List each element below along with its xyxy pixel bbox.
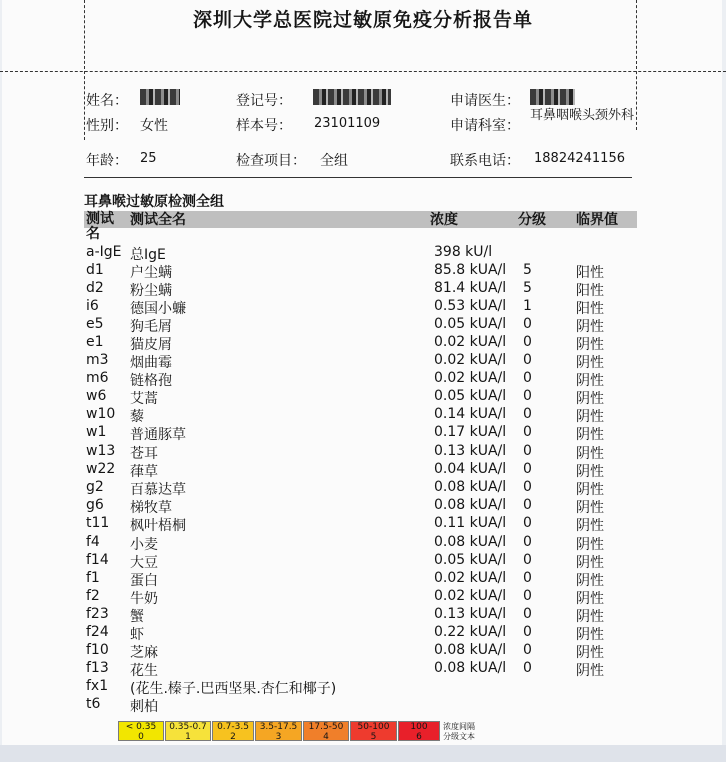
- row-result: 阴性: [576, 373, 604, 389]
- table-row: [0, 534, 726, 552]
- legend-grade: 3: [275, 732, 282, 742]
- table-row: [0, 334, 726, 352]
- row-result: 阴性: [576, 627, 604, 643]
- row-concentration: 0.08 kUA/l: [434, 534, 507, 550]
- row-concentration: 0.05 kUA/l: [434, 388, 507, 404]
- legend-box: [303, 721, 349, 741]
- row-result: 阴性: [576, 591, 604, 607]
- sample-number: 23101109: [314, 116, 381, 131]
- legend-label-range: 浓度间隔: [443, 722, 475, 731]
- legend-range: 3.5-17.5: [259, 722, 298, 732]
- row-concentration: 85.8 kUA/l: [434, 262, 507, 278]
- row-name: 牛奶: [130, 591, 158, 607]
- row-name: 烟曲霉: [130, 355, 172, 371]
- row-code: fx1: [86, 678, 109, 694]
- legend-box: [212, 721, 254, 741]
- row-result: 阳性: [576, 265, 604, 281]
- row-concentration: 398 kU/l: [434, 244, 493, 260]
- row-grade: 0: [523, 534, 532, 550]
- report-title: 深圳大学总医院过敏原免疫分析报告单: [192, 9, 533, 31]
- row-result: 阴性: [576, 427, 604, 443]
- row-concentration: 0.13 kUA/l: [434, 443, 507, 459]
- doctor-label: 申请医生：: [450, 93, 520, 109]
- row-name: 芝麻: [130, 645, 158, 661]
- table-row: [0, 388, 726, 406]
- exam-item-value: 全组: [320, 153, 348, 169]
- legend-grade: 4: [323, 732, 329, 742]
- row-grade: 0: [523, 352, 532, 368]
- row-result: 阳性: [576, 283, 604, 299]
- row-grade: 0: [523, 334, 532, 350]
- legend-range: 50-100: [357, 722, 390, 732]
- row-result: 阴性: [576, 319, 604, 335]
- department-label: 申请科室：: [450, 118, 520, 134]
- legend-box: [398, 721, 440, 741]
- row-concentration: 0.04 kUA/l: [434, 461, 507, 477]
- row-concentration: 0.02 kUA/l: [434, 570, 507, 586]
- table-row: [0, 642, 726, 660]
- row-name: 艾蒿: [130, 391, 158, 407]
- legend-range: 17.5-50: [308, 722, 344, 732]
- row-code: f1: [86, 570, 100, 586]
- row-name: 百慕达草: [130, 482, 186, 498]
- table-row: [0, 678, 726, 696]
- row-name: 粉尘螨: [130, 283, 172, 299]
- legend-range: 0.35-0.7: [169, 722, 207, 732]
- table-row: [0, 660, 726, 678]
- row-name: 户尘螨: [130, 265, 172, 281]
- dashed-left-border: [84, 0, 85, 140]
- row-grade: 0: [523, 370, 532, 386]
- row-grade: 0: [523, 497, 532, 513]
- legend-label-grade: 分级文本: [443, 732, 475, 741]
- table-row: [0, 406, 726, 424]
- row-concentration: 0.08 kUA/l: [434, 660, 507, 676]
- row-result: 阴性: [576, 573, 604, 589]
- table-row: [0, 552, 726, 570]
- row-grade: 0: [523, 660, 532, 676]
- row-name: 狗毛屑: [130, 319, 172, 335]
- row-grade: 0: [523, 443, 532, 459]
- row-name: 小麦: [130, 537, 158, 553]
- row-name: (花生.榛子.巴西坚果.杏仁和椰子): [130, 681, 337, 697]
- row-result: 阴性: [576, 663, 604, 679]
- row-code: m3: [86, 352, 109, 368]
- row-name: 梯牧草: [130, 500, 172, 516]
- row-code: e5: [86, 316, 104, 332]
- legend-grade: 5: [370, 732, 377, 742]
- row-grade: 0: [523, 461, 532, 477]
- name-redacted: [140, 89, 180, 105]
- dashed-separator: [0, 71, 726, 72]
- age-value: 25: [140, 151, 157, 166]
- gender-label: 性别：: [86, 118, 128, 134]
- header-divider: [84, 177, 632, 178]
- legend-box: [118, 721, 164, 741]
- table-row: [0, 479, 726, 497]
- table-row: [0, 262, 726, 280]
- row-grade: 0: [523, 570, 532, 586]
- legend-grade: 1: [185, 732, 191, 742]
- row-name: 普通豚草: [130, 427, 186, 443]
- row-concentration: 0.08 kUA/l: [434, 642, 507, 658]
- row-grade: 0: [523, 479, 532, 495]
- legend-range: 100: [410, 722, 428, 732]
- table-row: [0, 244, 726, 262]
- table-row: [0, 606, 726, 624]
- row-grade: 5: [523, 262, 532, 278]
- row-code: d1: [86, 262, 104, 278]
- row-result: 阴性: [576, 337, 604, 353]
- row-code: m6: [86, 370, 109, 386]
- row-grade: 0: [523, 316, 532, 332]
- row-result: 阴性: [576, 537, 604, 553]
- row-grade: 0: [523, 624, 532, 640]
- column-header-name: 测试全名: [130, 212, 186, 228]
- row-grade: 0: [523, 552, 532, 568]
- row-concentration: 0.05 kUA/l: [434, 552, 507, 568]
- row-concentration: 0.05 kUA/l: [434, 316, 507, 332]
- row-code: f4: [86, 534, 100, 550]
- row-concentration: 0.08 kUA/l: [434, 479, 507, 495]
- row-grade: 0: [523, 424, 532, 440]
- row-code: w10: [86, 406, 116, 422]
- row-grade: 0: [523, 388, 532, 404]
- row-code: w1: [86, 424, 107, 440]
- age-label: 年龄：: [86, 153, 128, 169]
- table-row: [0, 570, 726, 588]
- row-code: w6: [86, 388, 107, 404]
- row-grade: 1: [523, 298, 532, 314]
- row-result: 阴性: [576, 409, 604, 425]
- legend-grade: 2: [230, 732, 236, 742]
- row-name: 链格孢: [130, 373, 172, 389]
- row-code: f23: [86, 606, 109, 622]
- row-concentration: 0.13 kUA/l: [434, 606, 507, 622]
- legend-grade: 0: [138, 732, 144, 742]
- legend-box: [255, 721, 302, 741]
- legend-box: [350, 721, 397, 741]
- row-result: 阴性: [576, 446, 604, 462]
- table-row: [0, 443, 726, 461]
- table-row: [0, 497, 726, 515]
- row-grade: 0: [523, 588, 532, 604]
- row-code: t11: [86, 515, 110, 531]
- row-code: i6: [86, 298, 99, 314]
- row-code: e1: [86, 334, 104, 350]
- section-title: 耳鼻喉过敏原检测全组: [84, 194, 224, 210]
- column-header-grade: 分级: [518, 212, 546, 228]
- table-row: [0, 624, 726, 642]
- row-name: 苍耳: [130, 446, 158, 462]
- table-row: [0, 298, 726, 316]
- row-concentration: 0.02 kUA/l: [434, 370, 507, 386]
- row-code: g6: [86, 497, 104, 513]
- legend-label: [443, 722, 503, 742]
- row-name: 花生: [130, 663, 158, 679]
- row-concentration: 0.14 kUA/l: [434, 406, 507, 422]
- row-concentration: 0.02 kUA/l: [434, 352, 507, 368]
- row-concentration: 0.53 kUA/l: [434, 298, 507, 314]
- table-row: [0, 588, 726, 606]
- row-result: 阴性: [576, 464, 604, 480]
- row-concentration: 0.22 kUA/l: [434, 624, 507, 640]
- row-result: 阴性: [576, 518, 604, 534]
- row-result: 阴性: [576, 645, 604, 661]
- row-code: f14: [86, 552, 109, 568]
- department-value: 耳鼻咽喉头颈外科: [530, 108, 635, 123]
- legend-box: [165, 721, 211, 741]
- row-concentration: 0.17 kUA/l: [434, 424, 507, 440]
- column-header-concentration: 浓度: [430, 212, 458, 228]
- legend-grade: 6: [416, 732, 422, 742]
- row-grade: 0: [523, 642, 532, 658]
- column-header-code: 测试名: [86, 211, 114, 242]
- row-name: 猫皮屑: [130, 337, 172, 353]
- column-header-result: 临界值: [576, 212, 618, 228]
- table-row: [0, 424, 726, 442]
- table-row: [0, 461, 726, 479]
- row-name: 德国小蠊: [130, 301, 186, 317]
- row-concentration: 81.4 kUA/l: [434, 280, 507, 296]
- row-code: f24: [86, 624, 109, 640]
- row-code: f2: [86, 588, 100, 604]
- doctor-redacted: [530, 89, 575, 105]
- table-row: [0, 515, 726, 533]
- row-code: g2: [86, 479, 104, 495]
- row-grade: 0: [523, 515, 532, 531]
- table-row: [0, 352, 726, 370]
- row-result: 阴性: [576, 555, 604, 571]
- row-result: 阴性: [576, 482, 604, 498]
- row-grade: 0: [523, 606, 532, 622]
- row-grade: 0: [523, 406, 532, 422]
- row-name: 虾: [130, 627, 144, 643]
- row-code: w22: [86, 461, 116, 477]
- row-concentration: 0.08 kUA/l: [434, 497, 507, 513]
- row-name: 蛋白: [130, 573, 158, 589]
- row-name: 刺柏: [130, 699, 158, 715]
- row-name: 蟹: [130, 609, 144, 625]
- registration-redacted: [313, 89, 391, 105]
- row-name: 总IgE: [130, 247, 166, 263]
- row-name: 大豆: [130, 555, 158, 571]
- row-result: 阴性: [576, 391, 604, 407]
- row-grade: 5: [523, 280, 532, 296]
- registration-label: 登记号：: [236, 93, 292, 109]
- legend-range: 0.7-3.5: [217, 722, 249, 732]
- row-result: 阴性: [576, 500, 604, 516]
- sample-label: 样本号：: [236, 118, 292, 134]
- row-code: f13: [86, 660, 109, 676]
- table-row: [0, 696, 726, 714]
- legend-range: < 0.35: [125, 722, 157, 732]
- phone-value: 18824241156: [534, 151, 625, 166]
- row-result: 阳性: [576, 301, 604, 317]
- row-code: t6: [86, 696, 101, 712]
- row-concentration: 0.02 kUA/l: [434, 334, 507, 350]
- row-result: 阴性: [576, 355, 604, 371]
- table-row: [0, 316, 726, 334]
- row-code: a-IgE: [86, 244, 122, 260]
- row-code: w13: [86, 443, 116, 459]
- row-code: d2: [86, 280, 104, 296]
- row-code: f10: [86, 642, 109, 658]
- row-name: 葎草: [130, 464, 158, 480]
- row-result: 阴性: [576, 609, 604, 625]
- name-label: 姓名：: [86, 93, 128, 109]
- background-edge: [0, 745, 726, 762]
- exam-item-label: 检查项目：: [236, 153, 306, 169]
- row-concentration: 0.11 kUA/l: [434, 515, 507, 531]
- row-name: 枫叶梧桐: [130, 518, 186, 534]
- gender-value: 女性: [140, 118, 168, 134]
- row-name: 藜: [130, 409, 144, 425]
- table-row: [0, 370, 726, 388]
- row-concentration: 0.02 kUA/l: [434, 588, 507, 604]
- table-row: [0, 280, 726, 298]
- phone-label: 联系电话：: [450, 153, 520, 169]
